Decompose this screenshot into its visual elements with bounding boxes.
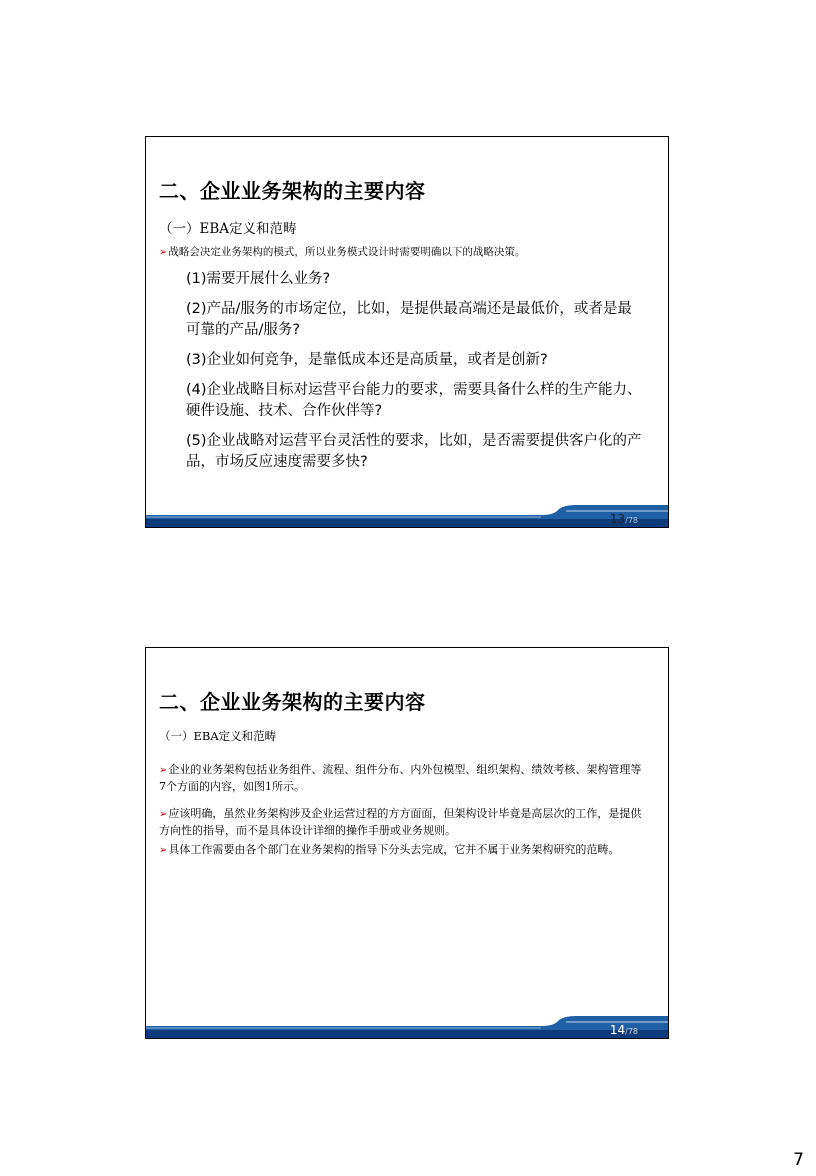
bullet-text: 应该明确，虽然业务架构涉及企业运营过程的方方面面，但架构设计毕竟是高层次的工作，是提供方向性的指导，而不是具体设计详细的操作手册或业务规则。 bbox=[159, 807, 642, 837]
arrow-bullet-icon: ➢ bbox=[159, 809, 168, 820]
page-number: 14 bbox=[609, 1023, 626, 1037]
list-item: (2)产品/服务的市场定位，比如，是提供最高端还是最低价，或者是最可靠的产品/服务? bbox=[186, 301, 632, 338]
bullet-text: 战略会决定业务架构的模式，所以业务模式设计时需要明确以下的战略决策。 bbox=[168, 246, 526, 258]
list-item: (4)企业战略目标对运营平台能力的要求，需要具备什么样的生产能力、硬件设施、技术、合作伙伴等? bbox=[186, 382, 642, 419]
document-page-number: 7 bbox=[793, 1150, 804, 1170]
list-item: (3)企业如何竞争，是靠低成本还是高质量，或者是创新? bbox=[186, 352, 548, 368]
page-number: 13 bbox=[609, 512, 626, 526]
footer-wave-decoration bbox=[146, 505, 668, 527]
slide-subtitle: （一）EBA定义和范畴 bbox=[159, 221, 297, 237]
bullet-item bbox=[159, 762, 646, 795]
page-total: /78 bbox=[625, 1027, 638, 1036]
page-total: /78 bbox=[625, 516, 638, 525]
slide-subtitle: （一）EBA定义和范畴 bbox=[159, 729, 277, 743]
slide-13 bbox=[145, 136, 669, 528]
bullet-item bbox=[159, 842, 646, 859]
list-item: (1)需要开展什么业务? bbox=[186, 271, 331, 287]
slide-14 bbox=[145, 647, 669, 1039]
bullet-text: 具体工作需要由各个部门在业务架构的指导下分头去完成，它并不属于业务架构研究的范畴。 bbox=[168, 843, 620, 856]
slide-page-number bbox=[610, 1023, 638, 1037]
arrow-bullet-icon: ➢ bbox=[159, 845, 168, 856]
bullet-item bbox=[159, 245, 646, 260]
slide-title: 二、企业业务架构的主要内容 bbox=[159, 179, 426, 203]
bullet-item bbox=[159, 806, 646, 839]
slide-page-number bbox=[610, 512, 638, 526]
arrow-bullet-icon: ➢ bbox=[159, 247, 168, 258]
list-item: (5)企业战略对运营平台灵活性的要求，比如，是否需要提供客户化的产品，市场反应速度需要多快? bbox=[186, 433, 642, 470]
slide-title: 二、企业业务架构的主要内容 bbox=[159, 690, 426, 714]
arrow-bullet-icon: ➢ bbox=[159, 765, 168, 776]
bullet-text: 企业的业务架构包括业务组件、流程、组件分布、内外包模型、组织架构、绩效考核、架构管理等7个方面的内容，如图1所示。 bbox=[159, 763, 642, 793]
question-list bbox=[186, 269, 644, 482]
footer-wave-decoration bbox=[146, 1016, 668, 1038]
